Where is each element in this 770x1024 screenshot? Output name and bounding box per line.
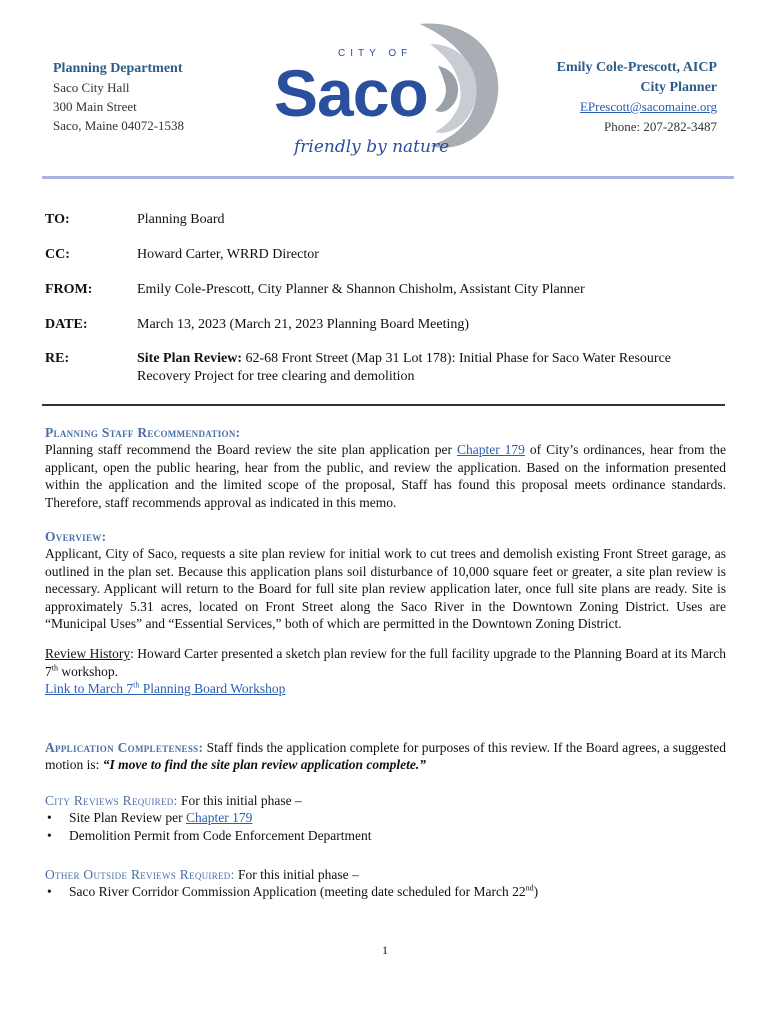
memo-from-label: FROM: xyxy=(45,282,93,297)
outside-review-item-1: Saco River Corridor Commission Application (meeting date scheduled for March 22 xyxy=(69,884,526,900)
workshop-link-b: Planning Board Workshop xyxy=(139,681,286,697)
department-title: Planning Department xyxy=(53,61,183,76)
completeness-heading: Application Completeness: xyxy=(45,740,204,755)
recommendation-text xyxy=(45,441,726,511)
logo-saco: Saco xyxy=(274,56,428,130)
city-review-item-2: Demolition Permit from Code Enforcement Department xyxy=(69,827,372,843)
bullet-icon: • xyxy=(47,810,52,826)
planner-contact xyxy=(557,58,717,136)
planner-phone: Phone: 207-282-3487 xyxy=(603,118,717,134)
address-line: Saco City Hall xyxy=(53,80,130,95)
memo-from-value: Emily Cole-Prescott, City Planner & Shannon Chisholm, Assistant City Planner xyxy=(137,282,585,297)
review-history-text: : Howard Carter presented a sketch plan review for the full facility upgrade to the Planning Board at its March 7 xyxy=(45,646,726,679)
header-divider xyxy=(42,176,734,179)
list-item xyxy=(45,883,726,900)
review-history-label: Review History xyxy=(45,646,131,662)
memo-re-bold: Site Plan Review: xyxy=(137,351,242,366)
city-reviews-heading: City Reviews Required: xyxy=(45,793,178,808)
memo-cc-label: CC: xyxy=(45,247,70,262)
memo-re-label: RE: xyxy=(45,351,70,366)
recommendation-text-1: Planning staff recommend the Board review the site plan application per xyxy=(45,442,457,458)
outside-reviews-section xyxy=(45,866,726,901)
memo-to-label: TO: xyxy=(45,212,70,227)
memo-cc-value: Howard Carter, WRRD Director xyxy=(137,247,319,262)
city-reviews-intro: For this initial phase – xyxy=(177,793,302,808)
planner-email-link[interactable]: EPrescott@sacomaine.org xyxy=(579,99,717,114)
overview-heading: Overview: xyxy=(45,529,107,544)
overview-section xyxy=(45,528,726,698)
review-history-end: workshop. xyxy=(57,663,118,679)
bullet-icon: • xyxy=(47,884,52,900)
address-line: 300 Main Street xyxy=(53,99,137,114)
outside-reviews-intro: For this initial phase – xyxy=(234,867,359,882)
outside-review-sup: nd xyxy=(525,883,534,893)
workshop-link-a: Link to March 7 xyxy=(45,681,134,697)
overview-text: Applicant, City of Saco, requests a site plan review for initial work to cut trees and demolish existing Front Street garage, as outlined in the plan set. Because this application plans soil disturbance of 10,000 square feet or greater, a site plan review is necessary. Applicant will return to the Board for full site plan review application later, once full site plans are ready. Site is approximately 5.31 acres, located on Front Street along the Saco River in the Downtown Zoning District. Uses are “Municipal Uses” and “Essential Services,” both of which are permitted in the Downtown Zoning District. xyxy=(45,546,726,632)
logo-tagline: friendly by nature xyxy=(294,137,450,157)
chapter-179-link-2[interactable]: Chapter 179 xyxy=(185,810,253,826)
chapter-179-link[interactable]: Chapter 179 xyxy=(456,442,525,458)
recommendation-section xyxy=(45,424,726,511)
outside-review-end: ) xyxy=(533,884,539,900)
planner-title: City Planner xyxy=(640,79,717,95)
workshop-link[interactable] xyxy=(45,681,285,696)
memo-date-label: DATE: xyxy=(45,317,88,332)
completeness-text: Staff finds the application complete for purposes of this review. If the Board agrees, a suggested motion is: xyxy=(45,740,726,773)
city-reviews-section xyxy=(45,792,726,844)
review-history-sup: th xyxy=(51,663,58,673)
recommendation-text-2: of City’s ordinances, hear from the applicant, open the public hearing, hear from the public, and review the application. Based on the information presented within the application and the limited scope of the proposal, Staff has found this proposal meets ordinance standards. Therefore, staff recommends approval as indicated in this memo. xyxy=(45,442,726,510)
list-item xyxy=(45,809,726,826)
city-review-item-1: Site Plan Review per xyxy=(69,810,186,826)
memo-date-value: March 13, 2023 (March 21, 2023 Planning Board Meeting) xyxy=(137,317,470,332)
memo-divider xyxy=(42,404,725,406)
memo-to-value: Planning Board xyxy=(137,212,225,227)
department-address xyxy=(53,59,184,135)
bullet-icon: • xyxy=(47,827,52,843)
memo-re-text: 62-68 Front Street (Map 31 Lot 178): Initial Phase for Saco Water Resource Recovery Project for tree clearing and demolition xyxy=(137,351,672,384)
planner-name: Emily Cole-Prescott, AICP xyxy=(556,60,717,75)
saco-logo xyxy=(270,14,502,164)
outside-reviews-heading: Other Outside Reviews Required: xyxy=(45,867,235,882)
workshop-link-line xyxy=(45,680,726,697)
page-number: 1 xyxy=(382,943,388,957)
completeness-section xyxy=(45,739,726,774)
list-item xyxy=(45,827,726,844)
recommendation-heading: Planning Staff Recommendation: xyxy=(45,425,241,440)
completeness-motion: “I move to find the site plan review application complete.” xyxy=(102,757,426,773)
address-line: Saco, Maine 04072-1538 xyxy=(53,118,185,133)
workshop-link-sup: th xyxy=(133,680,140,690)
saco-logo-graphic xyxy=(270,14,502,164)
review-history xyxy=(45,645,726,680)
memo-re-value xyxy=(137,350,727,386)
logo-city-of: CITY OF xyxy=(338,48,413,59)
